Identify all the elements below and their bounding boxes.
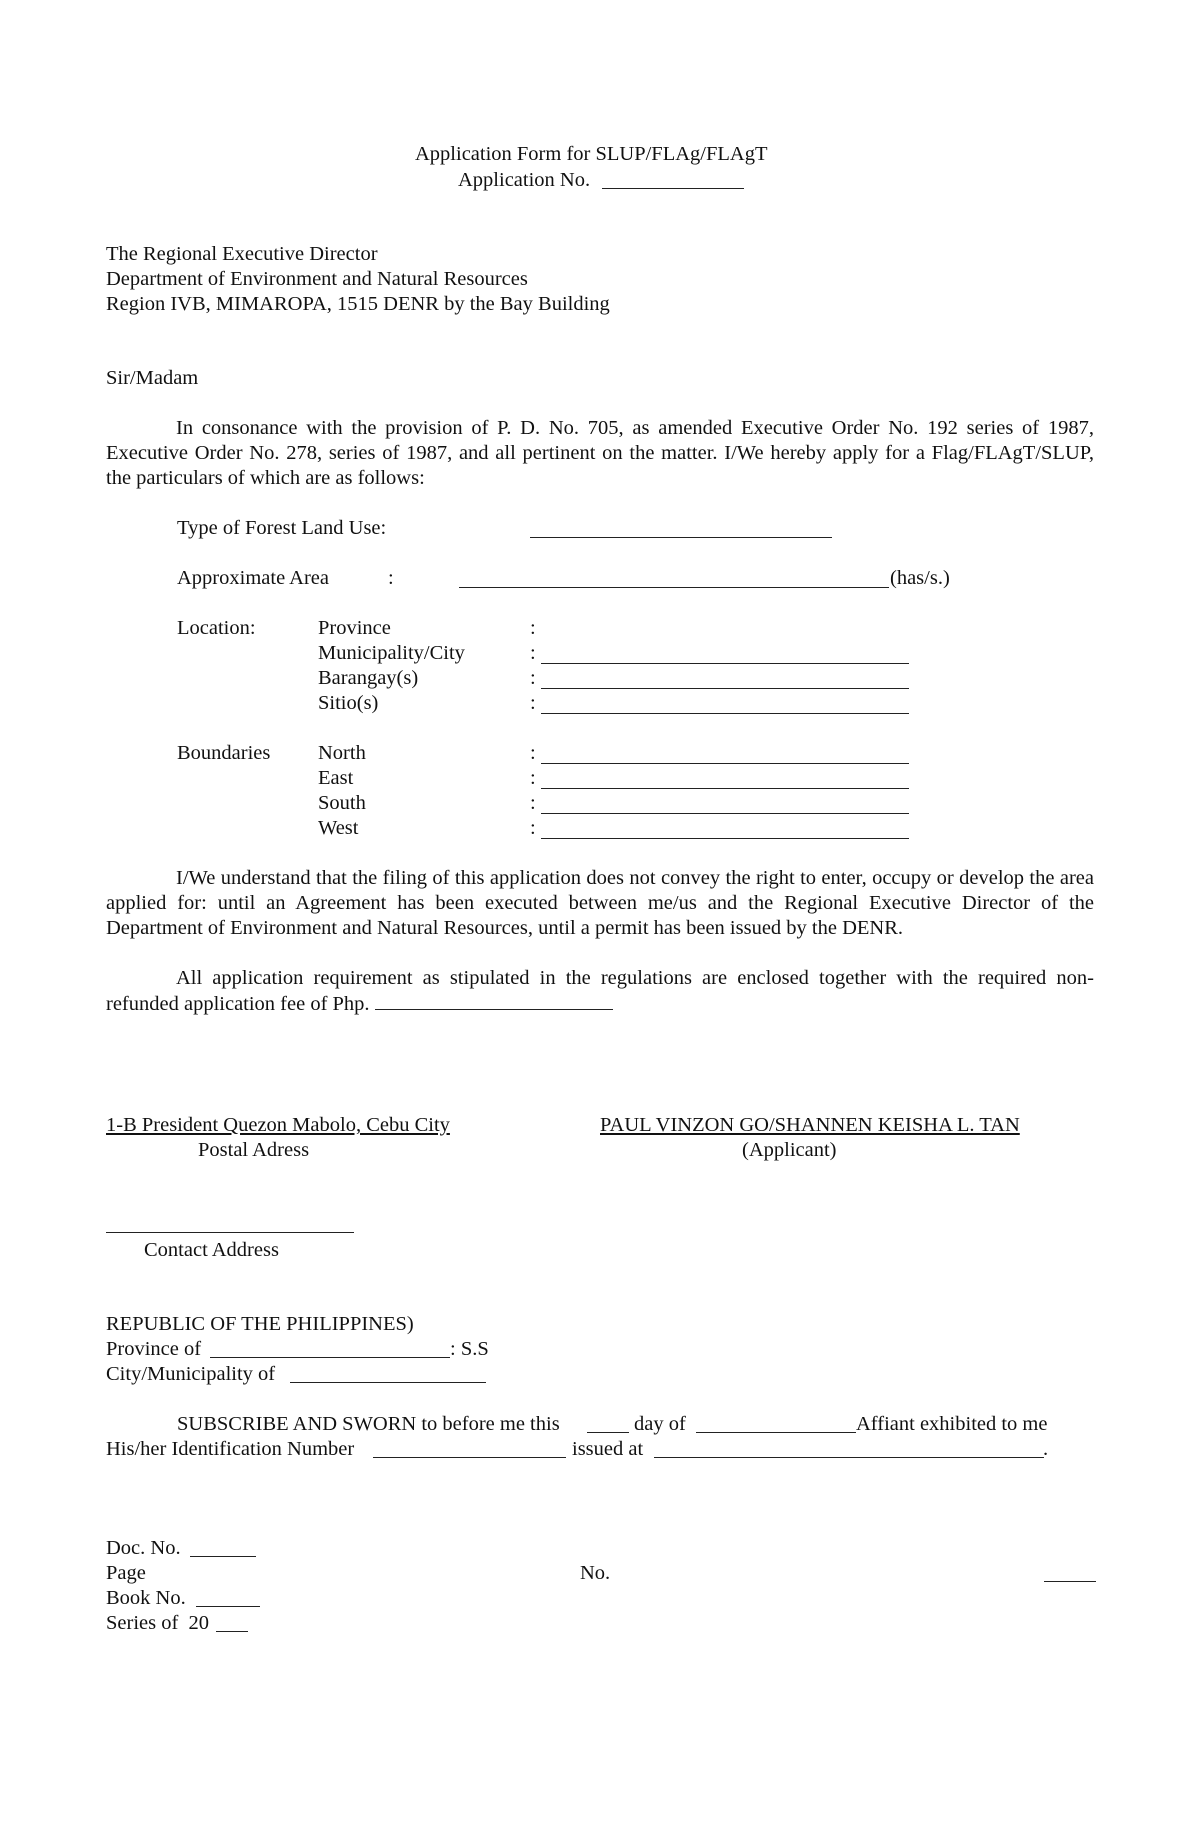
approximate-area-field[interactable] [459, 587, 889, 588]
form-title: Application Form for SLUP/FLAg/FLAgT [415, 143, 768, 165]
doc-no-field[interactable] [190, 1556, 256, 1557]
boundary-east-colon: : [530, 767, 536, 789]
series-label: Series of 20 [106, 1612, 210, 1634]
addressee-line-3: Region IVB, MIMAROPA, 1515 DENR by the Bay Building [106, 293, 610, 315]
page-no-field[interactable] [1044, 1581, 1096, 1582]
postal-address-value: 1-B President Quezon Mabolo, Cebu City [106, 1114, 450, 1136]
location-province-label: Province [318, 617, 391, 639]
issued-at-period: . [1043, 1438, 1049, 1460]
applicant-name: PAUL VINZON GO/SHANNEN KEISHA L. TAN [600, 1114, 1020, 1136]
sworn-month-field[interactable] [696, 1432, 856, 1433]
issued-at-field[interactable] [654, 1457, 1044, 1458]
boundary-west-field[interactable] [541, 838, 909, 839]
location-province-colon: : [530, 617, 536, 639]
boundary-north-colon: : [530, 742, 536, 764]
boundary-south-colon: : [530, 792, 536, 814]
location-sitio-field[interactable] [541, 713, 909, 714]
location-municipality-field[interactable] [541, 663, 909, 664]
doc-no-label: Doc. No. [106, 1537, 181, 1559]
location-municipality-label: Municipality/City [318, 642, 465, 664]
boundary-north-label: North [318, 742, 366, 764]
addressee-line-2: Department of Environment and Natural Resources [106, 268, 528, 290]
series-field[interactable] [216, 1631, 248, 1632]
approximate-area-label: Approximate Area [177, 567, 329, 589]
location-barangay-label: Barangay(s) [318, 667, 419, 689]
sworn-day-field[interactable] [587, 1432, 629, 1433]
type-of-forest-land-use-field[interactable] [530, 537, 832, 538]
contact-address-field[interactable] [106, 1232, 354, 1233]
boundary-south-label: South [318, 792, 366, 814]
sworn-affiant-text: Affiant exhibited to me [856, 1413, 1048, 1435]
city-municipality-field[interactable] [290, 1382, 486, 1383]
boundary-west-colon: : [530, 817, 536, 839]
boundaries-label: Boundaries [177, 742, 271, 764]
boundary-south-field[interactable] [541, 813, 909, 814]
location-barangay-colon: : [530, 667, 536, 689]
addressee-line-1: The Regional Executive Director [106, 243, 378, 265]
city-municipality-label: City/Municipality of [106, 1363, 276, 1385]
boundary-east-label: East [318, 767, 354, 789]
location-sitio-label: Sitio(s) [318, 692, 379, 714]
location-sitio-colon: : [530, 692, 536, 714]
contact-address-label: Contact Address [144, 1239, 279, 1261]
book-no-field[interactable] [196, 1606, 260, 1607]
intro-paragraph-text: In consonance with the provision of P. D. No. 705, as amended Executive Order No. 192 series of 1987, Executive Order No. 278, series of 1987, and all pertinent on the matter. I/We hereby apply for a Flag/FLAgT/SLUP, the particulars of which are as follows: [106, 417, 1094, 489]
understanding-paragraph [106, 866, 1094, 941]
type-of-forest-land-use-label: Type of Forest Land Use: [177, 517, 387, 539]
understanding-paragraph-text: I/We understand that the filing of this application does not convey the right to enter, occupy or develop the area applied for: until an Agreement has been executed between me/us and the Regional Executive Director of the Department of Environment and Natural Resources, until a permit has been issued by the DENR. [106, 867, 1094, 939]
postal-address-label: Postal Adress [198, 1139, 310, 1161]
location-municipality-colon: : [530, 642, 536, 664]
republic-heading: REPUBLIC OF THE PHILIPPINES) [106, 1313, 414, 1335]
intro-paragraph [106, 416, 1094, 491]
application-no-label: Application No. [458, 169, 591, 191]
location-label: Location: [177, 617, 256, 639]
province-of-label: Province of [106, 1338, 202, 1360]
sworn-day-of: day of [634, 1413, 686, 1435]
sworn-text-1: SUBSCRIBE AND SWORN to before me this [177, 1413, 560, 1435]
fee-amount-field[interactable] [375, 991, 613, 1010]
application-no-blank[interactable] [602, 188, 744, 189]
approximate-area-colon: : [388, 567, 394, 589]
boundary-north-field[interactable] [541, 763, 909, 764]
boundary-east-field[interactable] [541, 788, 909, 789]
fee-paragraph-text: All application requirement as stipulated in the regulations are enclosed together with the required non-refunded application fee of Php. [106, 967, 1094, 1015]
boundary-west-label: West [318, 817, 359, 839]
page-label: Page [106, 1562, 146, 1584]
book-no-label: Book No. [106, 1587, 186, 1609]
ss-label: : S.S [450, 1338, 489, 1360]
page-no-label: No. [580, 1562, 611, 1584]
location-barangay-field[interactable] [541, 688, 909, 689]
salutation: Sir/Madam [106, 367, 199, 389]
approximate-area-unit: (has/s.) [890, 567, 950, 589]
identification-number-field[interactable] [373, 1457, 566, 1458]
fee-paragraph [106, 966, 1094, 1017]
issued-at-label: issued at [572, 1438, 644, 1460]
applicant-label: (Applicant) [742, 1139, 837, 1161]
province-of-field[interactable] [210, 1357, 450, 1358]
sworn-text-2: His/her Identification Number [106, 1438, 355, 1460]
